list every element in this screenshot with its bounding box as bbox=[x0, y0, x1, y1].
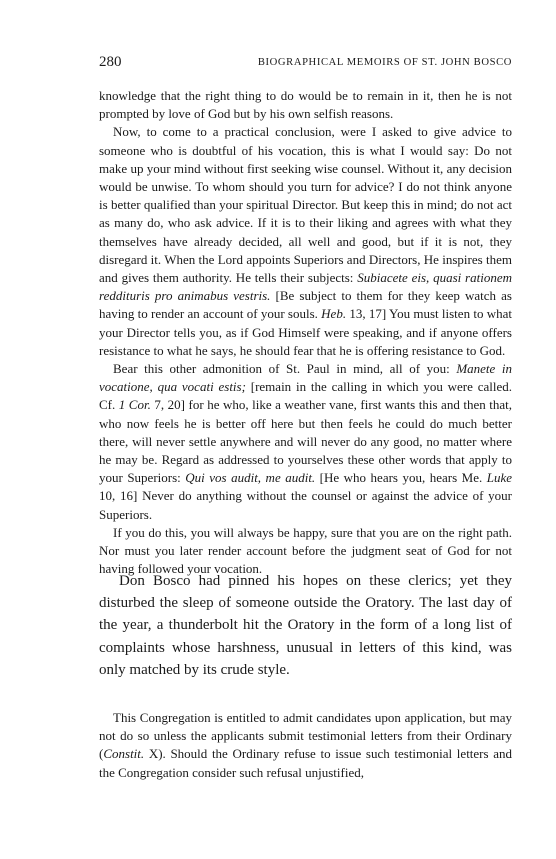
scripture-reference: Heb. bbox=[321, 306, 347, 322]
paragraph-congregation bbox=[99, 709, 512, 782]
paragraph-advice bbox=[99, 123, 512, 360]
paragraph-text: X). Should the Ordinary refuse to issue such testimonial letters and the Congregation consider such refusal unjustified, bbox=[99, 746, 512, 780]
paragraph-text: Bear this other admonition of St. Paul in mind, all of you: bbox=[113, 361, 457, 377]
latin-quote: Manete in vocatione, qua vocati estis; bbox=[99, 361, 513, 395]
paragraph-text: If you do this, you will always be happy, sure that you are on the right path. Nor must you later render account before the judgment seat of God for not having followed your vocation. bbox=[99, 524, 512, 577]
paragraph-text: 7, 20] for he who, like a weather vane, first wants this and then that, who now feels he is better off here but then feels he could do much better there, will never settle anywhere and will never do any good, no matter where he may be. Regard as addressed to yourselves these other words that apply to your Superiors: bbox=[99, 397, 513, 486]
paragraph-text: This Congregation is entitled to admit candidates upon application, but may not do so unless the applicants submit testimonial letters from their Ordinary ( bbox=[99, 710, 512, 762]
latin-quote: Subiacete eis, quasi rationem reddituris pro animabus vestris. bbox=[99, 270, 513, 304]
paragraph-text: Don Bosco had pinned his hopes on these clerics; yet they disturbed the sleep of someone outside the Oratory. The last day of the year, a thunderbolt hit the Oratory in the form of a long list of complaints whose harshness, unusual in letters of this kind, was only matched by its crude style. bbox=[99, 573, 512, 678]
paragraph-continuation bbox=[99, 87, 512, 123]
page-header bbox=[99, 54, 512, 76]
letter-text bbox=[99, 87, 512, 578]
paragraph-text: [Be subject to them for they keep watch as having to render an account of your souls. bbox=[99, 288, 512, 322]
paragraph-text: knowledge that the right thing to do would be to remain in it, then he is not prompted by love of God but by his own selfish reasons. bbox=[99, 88, 512, 122]
paragraph-text: 13, 17] You must listen to what your Director tells you, as if God Himself were speaking, and if anyone offers resistance to what he says, he should fear that he is offering resistance to God. bbox=[99, 306, 512, 358]
paragraph-text: [remain in the calling in which you were called. Cf. bbox=[99, 379, 512, 413]
paragraph-text: Now, to come to a practical conclusion, were I asked to give advice to someone who is doubtful of his vocation, this is what I would say: Do not make up your mind without first seeking wise counsel. Without it, any decision would be unwise. To whom should you turn for advice? I do not think anyone is better qualified than your spiritual Director. But keep this in mind; do not act as many do, who ask advice. If it is to their liking and agrees with what they themselves have already decided, all well and good, but if it is not, they disregard it. When the Lord appoints Superiors and Directors, He inspires them and gives them authority. He tells their subjects: bbox=[99, 124, 512, 286]
running-title: BIOGRAPHICAL MEMOIRS OF ST. JOHN BOSCO bbox=[257, 57, 512, 68]
page-number: 280 bbox=[99, 54, 122, 70]
paragraph-narrative bbox=[99, 570, 512, 681]
scripture-reference: Luke bbox=[486, 470, 512, 486]
scripture-reference: 1 Cor. bbox=[118, 397, 151, 413]
paragraph-text: 10, 16] Never do anything without the counsel or against the advice of your Superiors. bbox=[99, 488, 512, 522]
paragraph-admonition bbox=[99, 360, 512, 524]
quoted-document-text bbox=[99, 709, 512, 782]
latin-quote: Qui vos audit, me audit. bbox=[185, 470, 316, 486]
narrative-text bbox=[99, 570, 512, 681]
constitution-reference: Constit. bbox=[103, 746, 145, 762]
paragraph-text: [He who hears you, hears Me. bbox=[315, 470, 487, 486]
